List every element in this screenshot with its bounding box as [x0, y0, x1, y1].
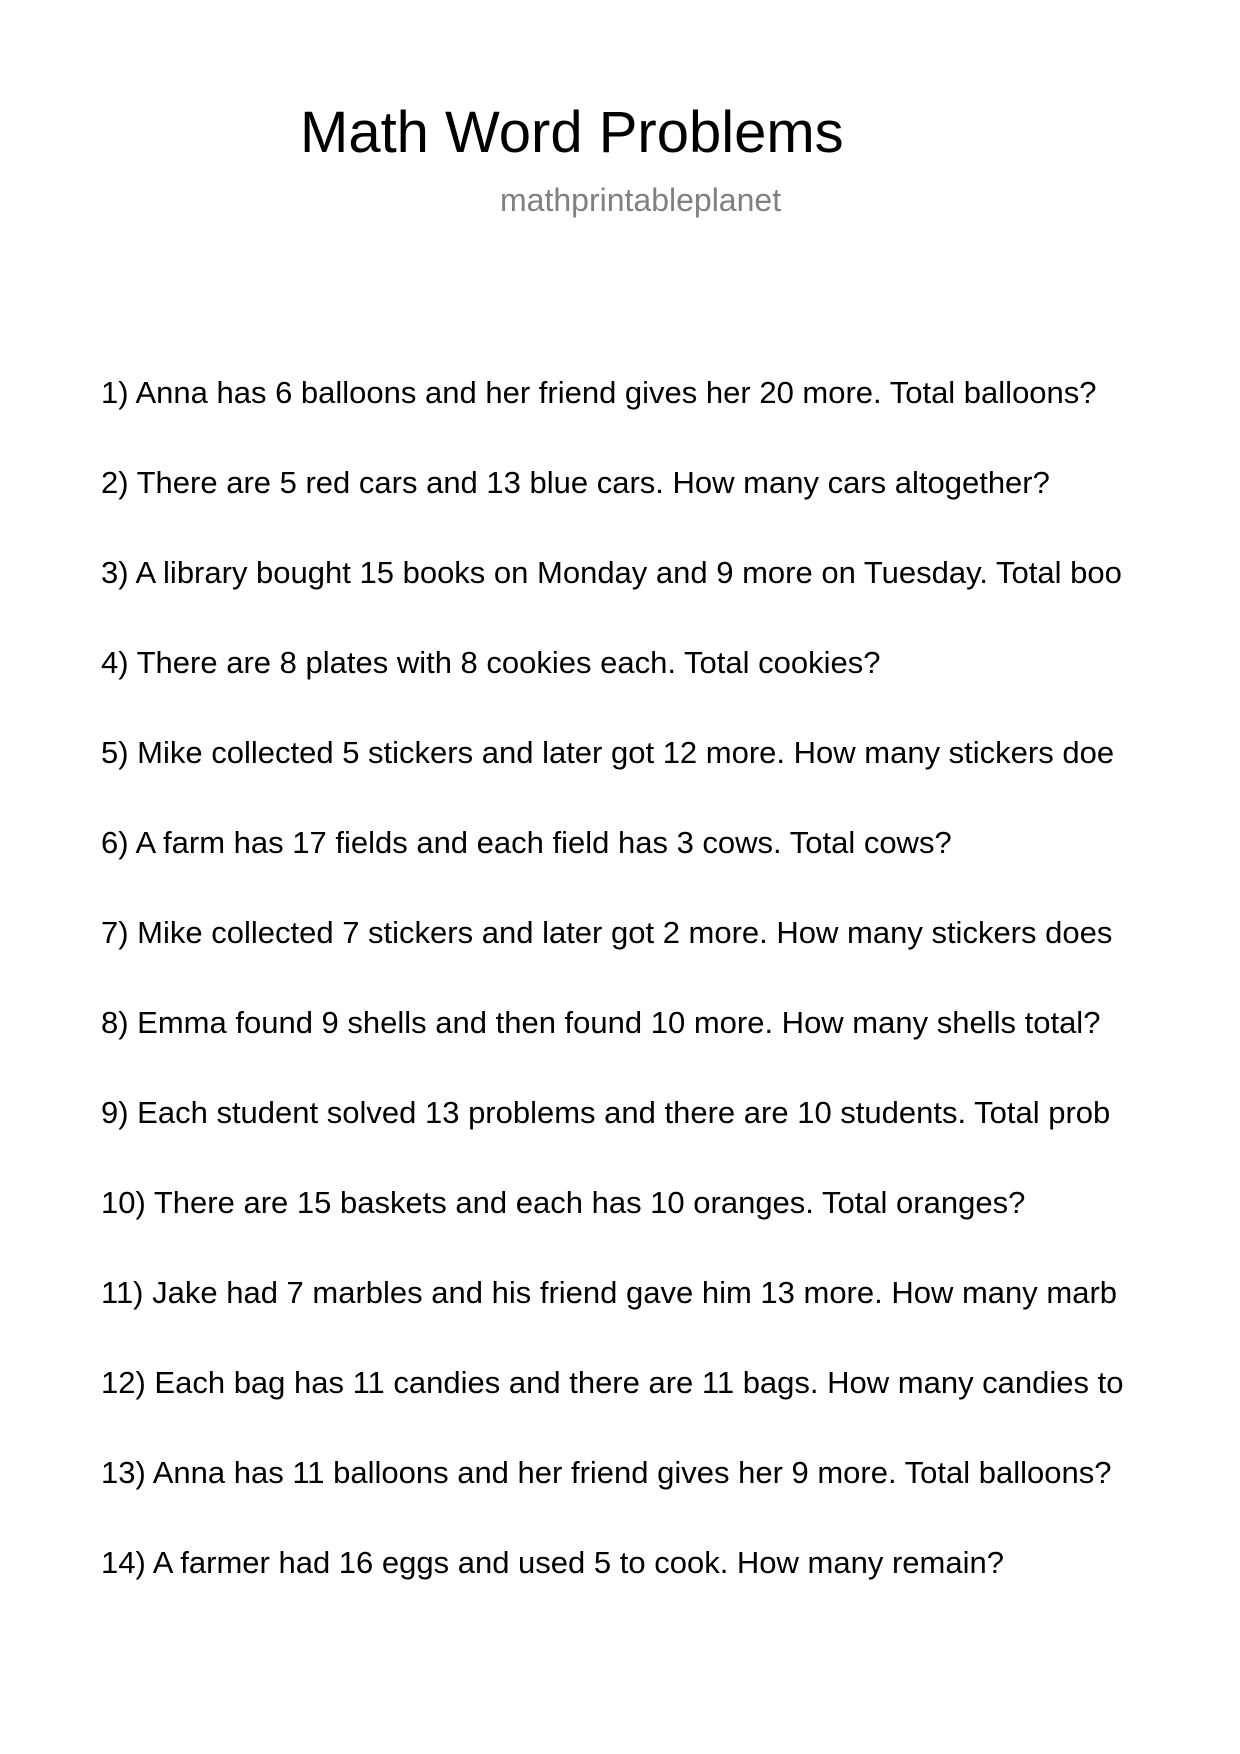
problem-list: [101, 348, 1240, 1608]
problem-item: 8) Emma found 9 shells and then found 10 more. How many shells total?: [101, 1005, 1101, 1040]
problem-item: 14) A farmer had 16 eggs and used 5 to cook. How many remain?: [101, 1545, 1004, 1580]
source-subtitle: mathprintableplanet: [500, 182, 782, 218]
problem-item: 1) Anna has 6 balloons and her friend gives her 20 more. Total balloons?: [101, 375, 1097, 410]
problem-item: 3) A library bought 15 books on Monday and 9 more on Tuesday. Total boo: [101, 555, 1122, 590]
problem-item: 7) Mike collected 7 stickers and later got 2 more. How many stickers does: [101, 915, 1113, 950]
problem-item: 12) Each bag has 11 candies and there are 11 bags. How many candies to: [101, 1365, 1124, 1400]
page-title: Math Word Problems: [300, 100, 844, 165]
problem-item: 10) There are 15 baskets and each has 10 oranges. Total oranges?: [101, 1185, 1026, 1220]
problem-item: 13) Anna has 11 balloons and her friend gives her 9 more. Total balloons?: [101, 1455, 1112, 1490]
problem-item: 5) Mike collected 5 stickers and later got 12 more. How many stickers doe: [101, 735, 1115, 770]
problem-item: 9) Each student solved 13 problems and there are 10 students. Total prob: [101, 1095, 1111, 1130]
problem-item: 11) Jake had 7 marbles and his friend gave him 13 more. How many marb: [101, 1275, 1118, 1310]
problem-item: 4) There are 8 plates with 8 cookies each. Total cookies?: [101, 645, 881, 680]
problem-item: 2) There are 5 red cars and 13 blue cars. How many cars altogether?: [101, 465, 1050, 500]
problem-item: 6) A farm has 17 fields and each field has 3 cows. Total cows?: [101, 825, 952, 860]
